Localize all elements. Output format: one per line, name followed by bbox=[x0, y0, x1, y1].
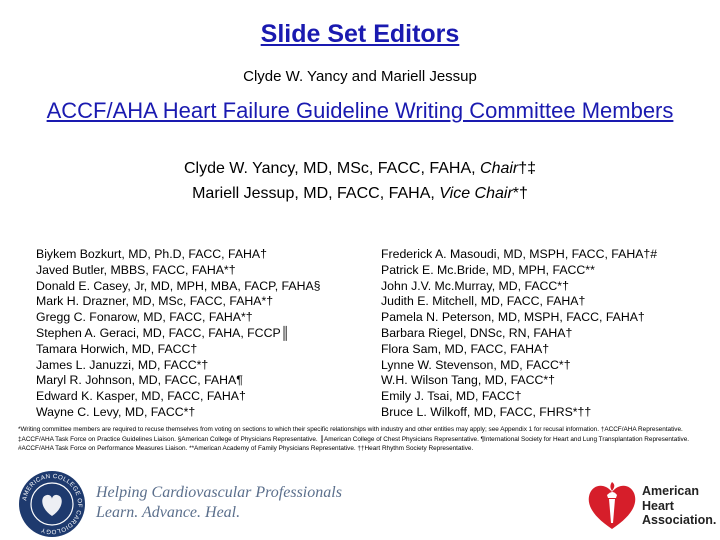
vice-chair-line bbox=[0, 185, 720, 203]
member-item: Stephen A. Geraci, MD, FACC, FAHA, FCCP║ bbox=[36, 325, 290, 340]
member-item: Gregg C. Fonarow, MD, FACC, FAHA*† bbox=[36, 310, 253, 325]
chair-line bbox=[0, 160, 720, 178]
acc-tagline-line-1: Helping Cardiovascular Professionals bbox=[96, 484, 342, 501]
acc-tagline-line-2: Learn. Advance. Heal. bbox=[96, 504, 241, 521]
member-item: John J.V. Mc.Murray, MD, FACC*† bbox=[381, 278, 569, 293]
member-item: Lynne W. Stevenson, MD, FACC*† bbox=[381, 357, 571, 372]
footnote: *Writing committee members are required to recuse themselves from voting on sections to which their specific relationships with industry and other entities may apply; see Appendix 1 for recusal information. †ACCF/AHA Representative. ‡ACCF/AHA Task Force on Practice Guidelines Liaison. §American College of Physicians Representative. ║American College of Chest Physicians Representative. ¶International Society for Heart and Lung Transplantation Representative. #ACCF/AHA Task Force on Performance Measures Liaison. **American Academy of Family Physicians Representative. ††Heart Rhythm Society Representative. bbox=[18, 426, 690, 453]
vice-chair-name: Mariell Jessup, MD, FACC, FAHA, bbox=[192, 185, 440, 202]
aha-wordmark-line-2: Heart bbox=[642, 498, 674, 513]
acc-seal-logo bbox=[18, 470, 86, 538]
member-item: Donald E. Casey, Jr, MD, MPH, MBA, FACP, FAHA§ bbox=[36, 278, 321, 293]
member-item: James L. Januzzi, MD, FACC*† bbox=[36, 357, 209, 372]
aha-wordmark-line-1: American bbox=[642, 484, 699, 498]
member-item: Bruce L. Wilkoff, MD, FACC, FHRS*†† bbox=[381, 404, 592, 419]
slide-title: Slide Set Editors bbox=[260, 20, 460, 48]
editors-names: Clyde W. Yancy and Mariell Jessup bbox=[243, 68, 477, 85]
member-item: Tamara Horwich, MD, FACC† bbox=[36, 341, 198, 356]
committee-title: ACCF/AHA Heart Failure Guideline Writing Committee Members bbox=[46, 98, 674, 123]
members-left-column bbox=[36, 247, 321, 421]
member-item: Javed Butler, MBBS, FACC, FAHA*† bbox=[36, 262, 236, 277]
chair-role: Chair bbox=[480, 160, 519, 177]
acc-tagline bbox=[96, 483, 342, 523]
member-item: Patrick E. Mc.Bride, MD, MPH, FACC** bbox=[381, 262, 595, 277]
chair-marks: †‡ bbox=[518, 160, 537, 177]
member-item: W.H. Wilson Tang, MD, FACC*† bbox=[381, 373, 556, 388]
members-right-column bbox=[381, 247, 657, 421]
member-item: Biykem Bozkurt, MD, Ph.D, FACC, FAHA† bbox=[36, 247, 267, 261]
member-item: Mark H. Drazner, MD, MSc, FACC, FAHA*† bbox=[36, 294, 274, 309]
aha-wordmark bbox=[642, 484, 716, 528]
vice-chair-role: Vice Chair bbox=[439, 185, 513, 202]
member-item: Emily J. Tsai, MD, FACC† bbox=[381, 389, 522, 404]
member-item: Judith E. Mitchell, MD, FACC, FAHA† bbox=[381, 294, 586, 309]
member-item: Flora Sam, MD, FACC, FAHA† bbox=[381, 341, 550, 356]
chair-name: Clyde W. Yancy, MD, MSc, FACC, FAHA, bbox=[183, 160, 481, 177]
member-item: Pamela N. Peterson, MD, MSPH, FACC, FAHA† bbox=[381, 310, 645, 325]
member-item: Maryl R. Johnson, MD, FACC, FAHA¶ bbox=[36, 373, 243, 388]
member-item: Edward K. Kasper, MD, FACC, FAHA† bbox=[36, 389, 246, 404]
aha-heart-torch-logo bbox=[585, 479, 639, 531]
member-item: Wayne C. Levy, MD, FACC*† bbox=[36, 404, 196, 419]
aha-wordmark-line-3: Association. bbox=[642, 513, 717, 527]
member-item: Barbara Riegel, DNSc, RN, FAHA† bbox=[381, 325, 573, 340]
member-item: Frederick A. Masoudi, MD, MSPH, FACC, FAHA†# bbox=[381, 247, 658, 261]
acc-seal-text: AMERICAN COLLEGE OF CARDIOLOGY bbox=[21, 472, 84, 536]
vice-chair-marks: *† bbox=[512, 185, 528, 202]
